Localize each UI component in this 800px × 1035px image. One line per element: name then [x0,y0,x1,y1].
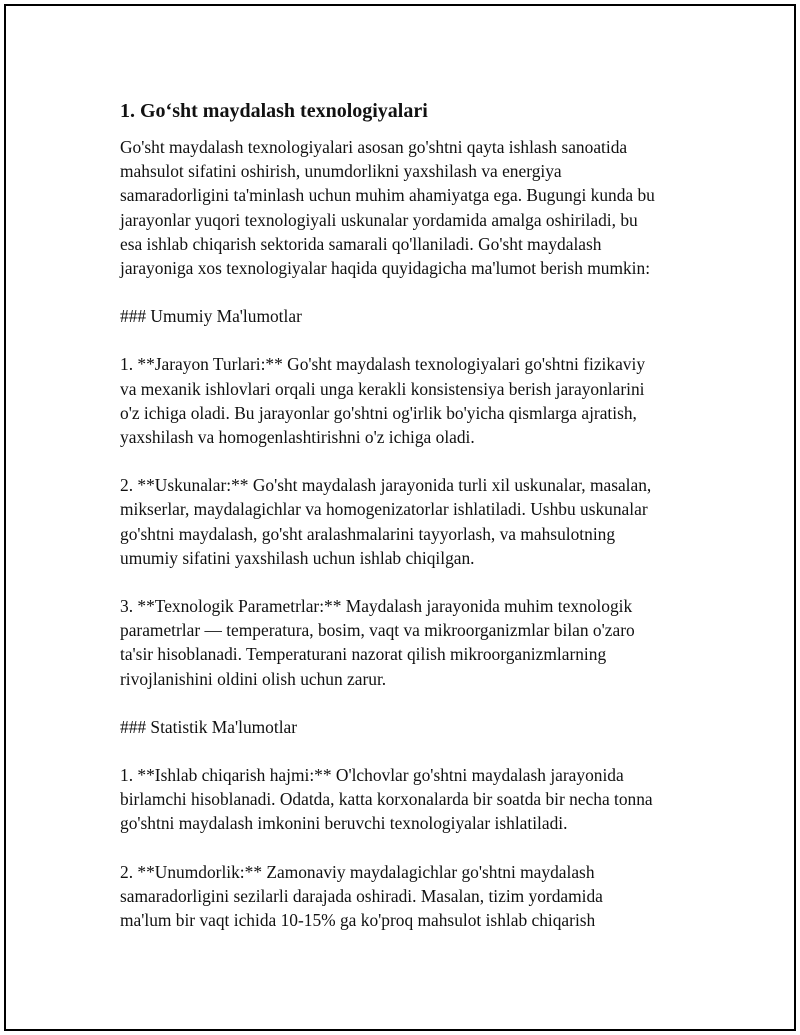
section-heading-statistics: ### Statistik Ma'lumotlar [120,716,298,737]
list-item-equipment: 2. **Uskunalar:** Go'sht maydalash jarayonida turli xil uskunalar, masalan, mikserlar, maydalagichlar va homogenizatorlar ishlatiladi. Ushbu uskunalar go'shtni maydalash, go'sht aralashmalarini tayyorlash, va mahsulotning umumiy sifatini yaxshilash uchun ishlab chiqilgan. [120,475,652,568]
section-heading-general-info: ### Umumiy Ma'lumotlar [120,306,302,327]
list-item-productivity: 2. **Unumdorlik:** Zamonaviy maydalagichlar go'shtni maydalash samaradorligini sezilarli darajada oshiradi. Masalan, tizim yordamida ma'lum bir vaqt ichida 10-15% ga ko'proq mahsulot ishlab chiqarish [120,861,603,931]
list-item-process-types: 1. **Jarayon Turlari:** Go'sht maydalash texnologiyalari go'shtni fizikaviy va mexanik ishlovlari orqali unga kerakli konsistensiya berish jarayonlarini o'z ichiga oladi. Bu jarayonlar go'shtni og'irlik bo'yicha qismlarga ajratish, yaxshilash va homogenlashtirishni o'z ichiga oladi. [120,354,646,448]
list-item-production-volume: 1. **Ishlab chiqarish hajmi:** O'lchovlar go'shtni maydalash jarayonida birlamchi hisoblanadi. Odatda, katta korxonalarda bir soatda bir necha tonna go'shtni maydalash imkonini beruvchi texnologiyalar ishlatiladi. [120,765,653,834]
document-body [120,98,700,932]
list-item-technological-parameters: 3. **Texnologik Parametrlar:** Maydalash jarayonida muhim texnologik parametrlar — temperatura, bosim, vaqt va mikroorganizmlar bilan o'zaro ta'sir hisoblanadi. Temperaturani nazorat qilish mikroorganizmlarning rivojlanishini oldini olish uchun zarur. [120,596,635,689]
intro-paragraph: Go'sht maydalash texnologiyalari asosan go'shtni qayta ishlash sanoatida mahsulot sifatini oshirish, unumdorlikni yaxshilash va energiya samaradorligini ta'minlash uchun muhim ahamiyatga ega. Bugungi kunda bu jarayonlar yuqori texnologiyali uskunalar yordamida amalga oshiriladi, bu esa ishlab chiqarish sektorida samarali qo'llaniladi. Go'sht maydalash jarayoniga xos texnologiyalar haqida quyidagicha ma'lumot berish mumkin: [120,137,655,279]
page-frame [4,4,796,1031]
document-title: 1. Go‘sht maydalash texnologiyalari [120,100,428,122]
